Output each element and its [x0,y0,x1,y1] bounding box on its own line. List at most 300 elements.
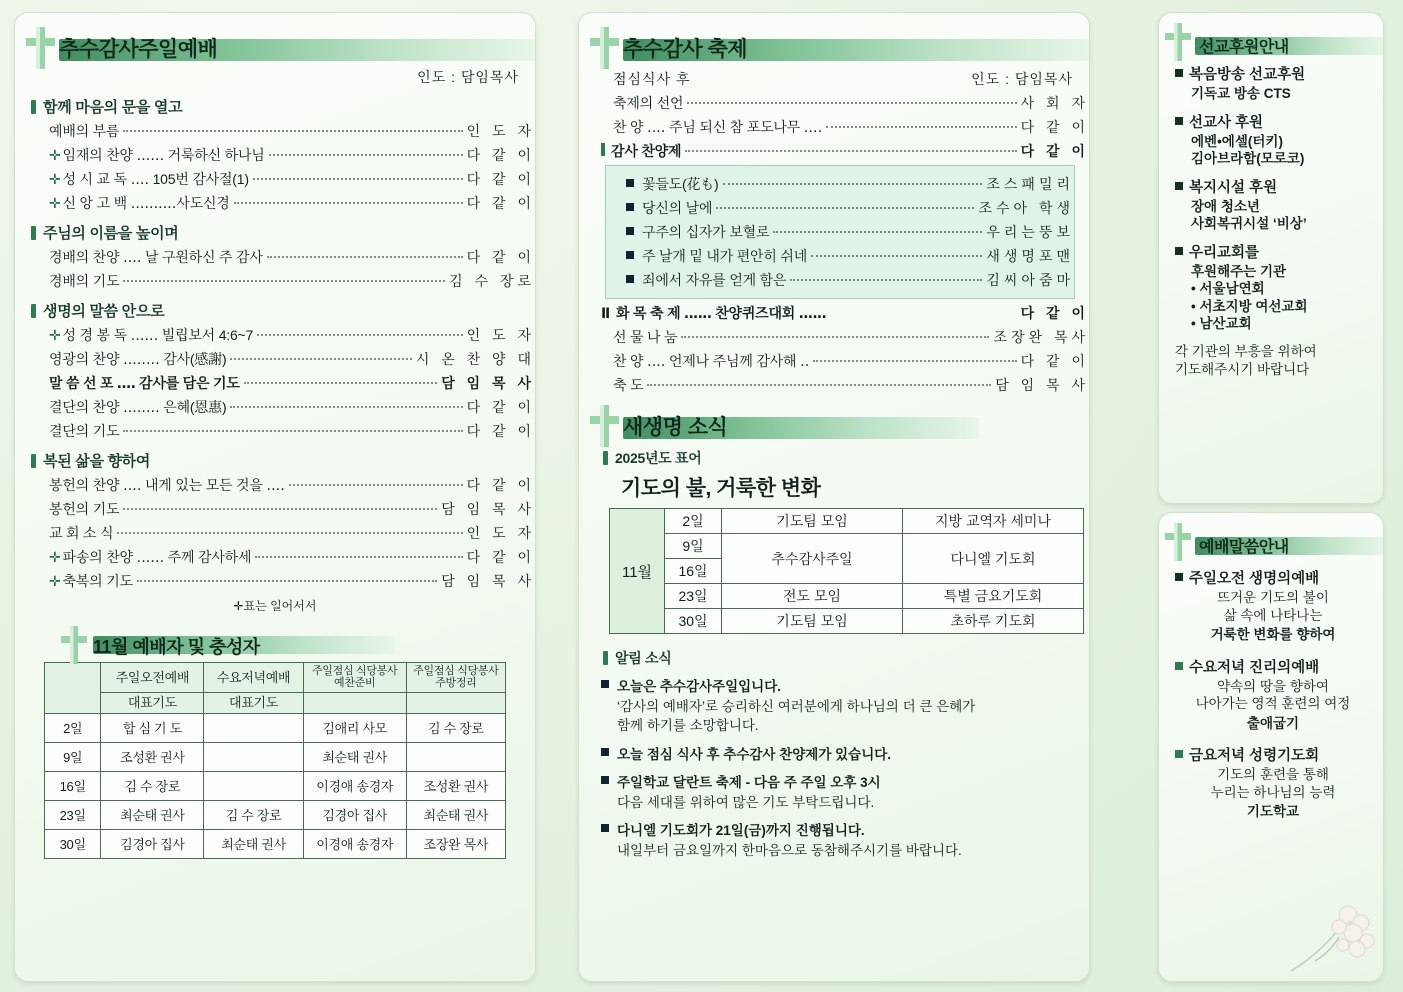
order-item-name: 예배의 부름 [49,123,120,139]
order-item-leader: 인 도 자 [466,123,535,139]
order-item [613,327,1089,347]
table-row [45,829,506,858]
guide-block-title: 주일오전 생명의예배 [1189,571,1320,587]
notice-text [617,821,962,860]
mission-block-sub: • 서초지방 여선교회 [1191,298,1308,314]
mission-block-title: 우리교회를 [1189,244,1260,261]
leader-dots [681,336,989,338]
leader-dots [813,360,1017,362]
worship-group-label: 함께 마음의 문을 열고 [43,99,183,116]
slogan-text: 기도의 불, 거룩한 변화 [621,477,821,500]
table-row [45,693,506,714]
duty-th-lunch-clean: 주일점심 식당봉사 주방정리 [406,663,505,693]
cross-icon [1163,521,1193,563]
mission-block-sub: 김아브라함(모로코) [1191,151,1305,167]
leader-dots [244,382,438,384]
square-bullet-icon [1175,69,1183,77]
leader-dots [230,358,411,360]
praise-item-performer: 새생명포맨 [986,248,1074,264]
leader-dots [687,102,1016,104]
cross-icon [1163,21,1193,63]
square-bullet-icon [1175,750,1183,758]
duty-person-cell: 이경애 송경자 [303,771,406,800]
section-header-festival [579,39,1089,61]
panel-mission-support [1158,12,1384,504]
tick-marker [31,304,36,318]
order-item-leader: 다 같 이 [1020,353,1089,369]
schedule-event2: 다니엘 기도회 [903,534,1084,584]
leader-dots [826,126,1017,128]
order-item [49,421,535,441]
section-header-worship [15,39,535,61]
order-item [49,247,535,267]
leader-dots [773,231,982,233]
standing-cross-icon: ✛ [49,549,61,565]
duty-person-cell: 최순태 권사 [101,800,204,829]
order-item-leader: 다 같 이 [1020,119,1089,135]
praise-head-who: 다 같 이 [1020,143,1089,159]
order-item-name: ✛ 성 시 교 독 ‥‥ 105번 감사절(1) [49,171,249,187]
duty-person-cell: 조성환 권사 [406,771,505,800]
order-item [49,349,535,369]
leader-dots [269,154,463,156]
order-item-name: ✛ 축복의 기도 [49,573,133,589]
mission-block-title: 선교사 후원 [1189,114,1264,131]
mission-note-line: 기도해주시기 바랍니다 [1175,362,1310,378]
praise-festival-head [601,141,1089,161]
notice-item [601,677,1089,736]
duty-person-cell [204,713,303,742]
square-bullet-icon [601,824,609,832]
tick-marker [31,100,36,114]
section-title-festival: 추수감사 축제 [623,38,748,61]
square-bullet-icon [601,776,609,784]
duty-th-prayer-2: 대표기도 [204,693,303,714]
schedule-event: 기도팀 모임 [722,509,903,534]
notice-text [617,677,975,736]
duty-th-prayer-1: 대표기도 [101,693,204,714]
order-item-leader: 김 수 장로 [449,273,535,289]
cross-icon [587,403,621,449]
order-item-name: ✛ 파송의 찬양 ‥‥‥ 주께 감사하세 [49,549,252,565]
praise-item-title: 꽃들도(花も) [626,174,719,194]
duty-th-sunday-am: 주일오전예배 [101,663,204,693]
leader-dots [716,207,974,209]
order-item-name: 찬 양 ‥‥ 주님 되신 참 포도나무 ‥‥ [613,119,822,135]
duty-th-spacer-2 [406,693,505,714]
tick-marker [31,454,36,468]
notice-line: 오늘 점심 식사 후 추수감사 찬양제가 있습니다. [617,746,892,762]
mission-block [1175,241,1371,333]
leader-dots [117,532,462,534]
order-item-name: 찬 양 ‥‥ 언제나 주님께 감사해 ‥ [613,353,810,369]
leader-dots [123,130,462,132]
leader-dots [137,580,437,582]
guide-block-sub: 뜨거운 기도의 불이 [1217,590,1329,605]
guide-block [1175,656,1371,733]
section-header-guide [1159,537,1383,555]
order-item-name: 영광의 찬양 ‥‥‥‥ 감사(感謝) [49,351,227,367]
order-item-name: 봉헌의 기도 [49,501,120,517]
duty-person-cell: 최순태 권사 [303,742,406,771]
praise-item-performer: 조수아 학생 [978,200,1074,216]
tick-marker [31,226,36,240]
praise-item [626,222,1074,242]
duty-person-cell: 최순태 권사 [406,800,505,829]
order-item-leader: 담 임 목 사 [441,573,535,589]
guide-block-title: 수요저녁 진리의예배 [1189,659,1320,676]
order-item-leader: 다 같 이 [466,195,535,211]
leader-dots [723,183,983,185]
leader-dots [253,178,463,180]
standing-cross-icon: ✛ [49,573,61,589]
mission-block-sub: 장애 청소년 [1191,198,1260,214]
praise-item [626,174,1074,194]
order-item-name: 말 씀 선 포 ‥‥ 감사를 담은 기도 [49,375,240,391]
mission-note-line: 각 기관의 부흥을 위하여 [1175,343,1317,359]
standing-cross-icon: ✛ [49,327,61,343]
quiz-row: Ⅱ 화 목 축 제 ‥‥‥ 찬양퀴즈대회 ‥‥‥ 다 같 이 [601,305,1089,321]
guide-block-sub: 약속의 땅을 향하여 [1217,678,1329,694]
festival-items-bottom [579,327,1089,395]
order-item [613,93,1089,113]
schedule-table [609,508,1084,634]
worship-footnote: ✛표는 일어서서 [233,599,317,613]
duty-person-cell: 김 수 장로 [101,771,204,800]
order-item [49,121,535,141]
schedule-day: 23일 [665,584,722,609]
order-item-leader: 다 같 이 [466,477,535,493]
schedule-day: 16일 [665,559,722,584]
order-item [49,547,535,567]
duty-person-cell [204,771,303,800]
praise-item [626,270,1074,290]
order-item [49,523,535,543]
leader-dots [255,556,462,558]
duty-person-cell [406,742,505,771]
order-item-leader: 인 도 자 [466,327,535,343]
mission-block-sub: • 서울남연회 [1191,281,1265,297]
duty-th-wed-pm: 수요저녁예배 [204,663,303,693]
order-item-name: 경배의 찬양 ‥‥ 날 구원하신 주 감사 [49,249,263,265]
mission-note [1175,343,1367,379]
table-row [610,509,1084,534]
guide-block-theme: 기도학교 [1246,804,1300,820]
order-item-leader: 조장완 목사 [993,329,1089,345]
square-bullet-icon [1175,117,1183,125]
duty-date-cell: 30일 [45,829,101,858]
schedule-event2: 특별 금요기도회 [903,584,1084,609]
schedule-month: 11월 [610,509,665,634]
schedule-event2: 초하루 기도회 [903,609,1084,634]
order-item-name: 교 회 소 식 [49,525,114,541]
panel-worship-order [14,12,536,982]
order-item-leader: 다 같 이 [466,549,535,565]
quiz-who: 다 같 이 [1020,305,1089,321]
order-item-leader: 다 같 이 [466,249,535,265]
mission-block [1175,63,1371,103]
panel-worship-guide [1158,512,1384,982]
leader-dots [267,256,463,258]
guide-block-sub: 누리는 하나님의 능력 [1210,784,1336,800]
table-row [45,713,506,742]
order-item-name: ✛ 신 앙 고 백 ‥‥‥‥‥사도신경 [49,195,230,211]
tick-marker [603,651,608,665]
guide-block-sub: 나아가는 영적 훈련의 여정 [1195,696,1351,712]
praise-item-title: 구주의 십자가 보혈로 [626,222,769,242]
leader-dots [123,280,445,282]
notice-item [601,745,1089,765]
duty-date-cell: 16일 [45,771,101,800]
order-item [49,193,535,213]
order-item-name: 경배의 기도 [49,273,120,289]
section-header-duty [15,636,535,657]
cross-icon [23,25,57,71]
duty-th-blank [45,663,101,714]
guide-block [1175,744,1371,821]
mission-block-head [1175,241,1371,262]
duty-person-cell: 김 수 장로 [204,800,303,829]
duty-th-lunch-prep: 주일점심 식당봉사 예찬준비 [303,663,406,693]
order-item [49,499,535,519]
cross-icon [587,25,621,71]
square-bullet-icon [626,251,634,259]
square-bullet-icon [626,179,634,187]
duty-table [44,662,506,859]
duty-person-cell [204,742,303,771]
notice-line: ‘감사의 예배자’로 승리하신 여러분에게 하나님의 더 큰 은혜가 [617,698,976,714]
section-header-mission [1159,37,1383,55]
schedule-day: 9일 [665,534,722,559]
notice-item [601,821,1089,860]
square-bullet-icon [626,227,634,235]
mission-block-sub: • 남산교회 [1191,316,1252,332]
schedule-event: 전도 모임 [722,584,903,609]
duty-date-cell: 23일 [45,800,101,829]
leader-dots [123,430,462,432]
praise-head-name: 감사 찬양제 [611,143,682,159]
festival-leader-label: 인도 : 담임목사 [971,71,1073,87]
mission-block-sub: 사회복귀시설 ‘비상’ [1191,216,1307,232]
guide-block-theme: 거룩한 변화를 향하여 [1210,627,1336,643]
schedule-event: 기도팀 모임 [722,609,903,634]
notice-label: 알림 소식 [615,650,672,666]
notice-line: 오늘은 추수감사주일입니다. [617,679,781,694]
order-item-leader: 담 임 목 사 [995,377,1089,393]
order-item-leader: 다 같 이 [466,171,535,187]
table-row [45,663,506,693]
worship-groups [15,96,535,591]
praise-item-performer: 김씨아줌마 [986,272,1074,288]
order-item [49,325,535,345]
guide-block-title: 금요저녁 성령기도회 [1189,748,1320,765]
section-title-duty: 11월 예배자 및 충성자 [93,637,260,657]
section-header-newlife [579,417,1089,439]
mission-block [1175,111,1371,168]
praise-list [605,165,1075,299]
duty-person-cell: 합 심 기 도 [101,713,204,742]
order-item-leader: 다 같 이 [466,423,535,439]
worship-group-label: 생명의 말씀 안으로 [43,303,165,320]
order-item-leader: 다 같 이 [466,399,535,415]
order-item-name: 축 도 [613,377,644,393]
notice-text [617,773,881,812]
worship-group-title [31,450,535,471]
section-title-guide: 예배말씀안내 [1199,539,1289,556]
order-item-leader: 사 회 자 [1020,95,1089,111]
duty-date-cell: 2일 [45,713,101,742]
mission-block-head [1175,63,1371,84]
standing-cross-icon: ✛ [49,171,61,187]
guide-block-head [1175,567,1371,588]
notice-line: 주일학교 달란트 축제 - 다음 주 주일 오후 3시 [617,775,881,791]
order-item-name: 선 물 나 눔 [613,329,678,345]
tick-marker [603,451,608,465]
schedule-day: 30일 [665,609,722,634]
mission-block-sub: 후원해주는 기관 [1191,263,1287,279]
festival-subheader [613,69,1073,89]
order-item [49,145,535,165]
order-item-leader: 다 같 이 [466,147,535,163]
worship-group-label: 복된 삶을 향하여 [43,453,151,470]
worship-group-title [31,222,535,243]
table-row [45,800,506,829]
schedule-event2: 지방 교역자 세미나 [903,509,1084,534]
notice-line: 다음 세대를 위하여 많은 기도 부탁드립니다. [617,794,875,810]
schedule-event: 추수감사주일 [722,534,903,584]
worship-group-label: 주님의 이름을 높이며 [43,225,179,242]
notice-line: 내일부터 금요일까지 한마음으로 동참해주시기를 바랍니다. [617,842,962,858]
praise-item [626,198,1074,218]
square-bullet-icon [601,680,609,688]
mission-block-sub: 기독교 방송 CTS [1191,86,1291,101]
leader-dots [647,384,991,386]
notice-label-row [603,648,1089,668]
order-item [613,117,1089,137]
notice-line: 다니엘 기도회가 21일(금)까지 진행됩니다. [617,823,865,839]
table-row [610,584,1084,609]
praise-item-title: 당신의 날에 [626,198,712,218]
duty-person-cell: 이경애 송경자 [303,829,406,858]
mission-block-title: 복지시설 후원 [1189,179,1278,196]
square-bullet-icon [601,748,609,756]
order-item-name: 결단의 찬양 ‥‥‥‥ 은혜(恩惠) [49,399,227,415]
standing-cross-icon: ✛ [49,147,61,163]
square-bullet-icon [626,275,634,283]
leader-dots [811,255,982,257]
guide-block-sub: 삶 속에 나타나는 [1223,607,1323,623]
section-title-worship: 추수감사주일예배 [59,38,218,61]
quiz-name: 화 목 축 제 ‥‥‥ 찬양퀴즈대회 ‥‥‥ [616,305,827,321]
section-title-newlife: 새생명 소식 [623,416,728,439]
order-item [49,571,535,591]
order-item-leader: 시 온 찬 양 대 [415,351,535,367]
duty-person-cell: 김애리 사모 [303,713,406,742]
mission-block-head [1175,176,1371,197]
praise-item-title: 죄에서 자유를 얻게 함은 [626,270,786,290]
notice-line: 함께 하기를 소망합니다. [617,718,759,734]
panel-festival [578,12,1090,982]
order-item [613,375,1089,395]
square-bullet-icon [1175,182,1183,190]
guide-block-sub: 기도의 훈련을 통해 [1217,767,1329,783]
order-item-name: ✛ 임재의 찬양 ‥‥‥ 거룩하신 하나님 [49,147,265,163]
duty-person-cell: 최순태 권사 [204,829,303,858]
square-bullet-icon [1175,662,1183,670]
order-item-leader: 담 임 목 사 [441,375,535,391]
praise-item [626,246,1074,266]
festival-time-label: 점심식사 후 [613,71,691,87]
guide-block-head [1175,744,1371,765]
leader-dots [234,202,463,204]
praise-item-title: 주 날개 밑 내가 편안히 쉬네 [626,246,807,266]
leader-dots [257,334,463,336]
schedule-day: 2일 [665,509,722,534]
table-row [610,609,1084,634]
flower-decoration [1285,885,1377,977]
order-item [613,351,1089,371]
leader-dots [790,279,982,281]
worship-leader-label: 인도 : 담임목사 [417,69,519,85]
mission-block [1175,176,1371,233]
order-item-leader: 담 임 목 사 [441,501,535,517]
guide-block [1175,567,1371,644]
order-item-name: 봉헌의 찬양 ‥‥ 내게 있는 모든 것을 ‥‥ [49,477,285,493]
order-item-name: 축제의 선언 [613,95,684,111]
mission-block-title: 복음방송 선교후원 [1189,67,1306,83]
square-bullet-icon [1175,247,1183,255]
leader-dots [289,484,463,486]
order-item [49,373,535,393]
standing-cross-icon: ✛ [49,195,61,211]
mission-blocks [1159,63,1383,333]
guide-block-head [1175,656,1371,677]
duty-table-body [45,713,506,858]
duty-date-cell: 9일 [45,742,101,771]
square-bullet-icon [626,203,634,211]
order-item-name: 결단의 기도 [49,423,120,439]
square-bullet-icon [1175,573,1183,581]
order-item [49,169,535,189]
cross-icon [57,622,91,668]
notice-item [601,773,1089,812]
notice-text [617,745,891,765]
notice-list [579,677,1089,861]
table-row [610,534,1084,559]
worship-group-title [31,96,535,117]
festival-items-top [579,93,1089,137]
table-row [45,742,506,771]
guide-blocks [1159,567,1383,821]
duty-person-cell: 조장완 목사 [406,829,505,858]
duty-person-cell: 김경아 집사 [101,829,204,858]
duty-table-head [45,663,506,714]
praise-item-performer: 우리는뚱보 [986,224,1074,240]
order-item [49,397,535,417]
duty-person-cell: 김 수 장로 [406,713,505,742]
leader-dots [230,406,462,408]
order-item-name: ✛ 성 경 봉 독 ‥‥‥ 빌립보서 4:6~7 [49,327,254,343]
praise-item-performer: 조스패밀리 [986,176,1074,192]
mission-block-sub: 에벤•에셀(터키) [1191,133,1283,149]
mission-block-head [1175,111,1371,132]
leader-dots [123,508,437,510]
table-row [45,771,506,800]
guide-block-theme: 출애굽기 [1246,715,1300,731]
order-item-leader: 인 도 자 [466,525,535,541]
worship-group-title [31,300,535,321]
duty-person-cell: 조성환 권사 [101,742,204,771]
